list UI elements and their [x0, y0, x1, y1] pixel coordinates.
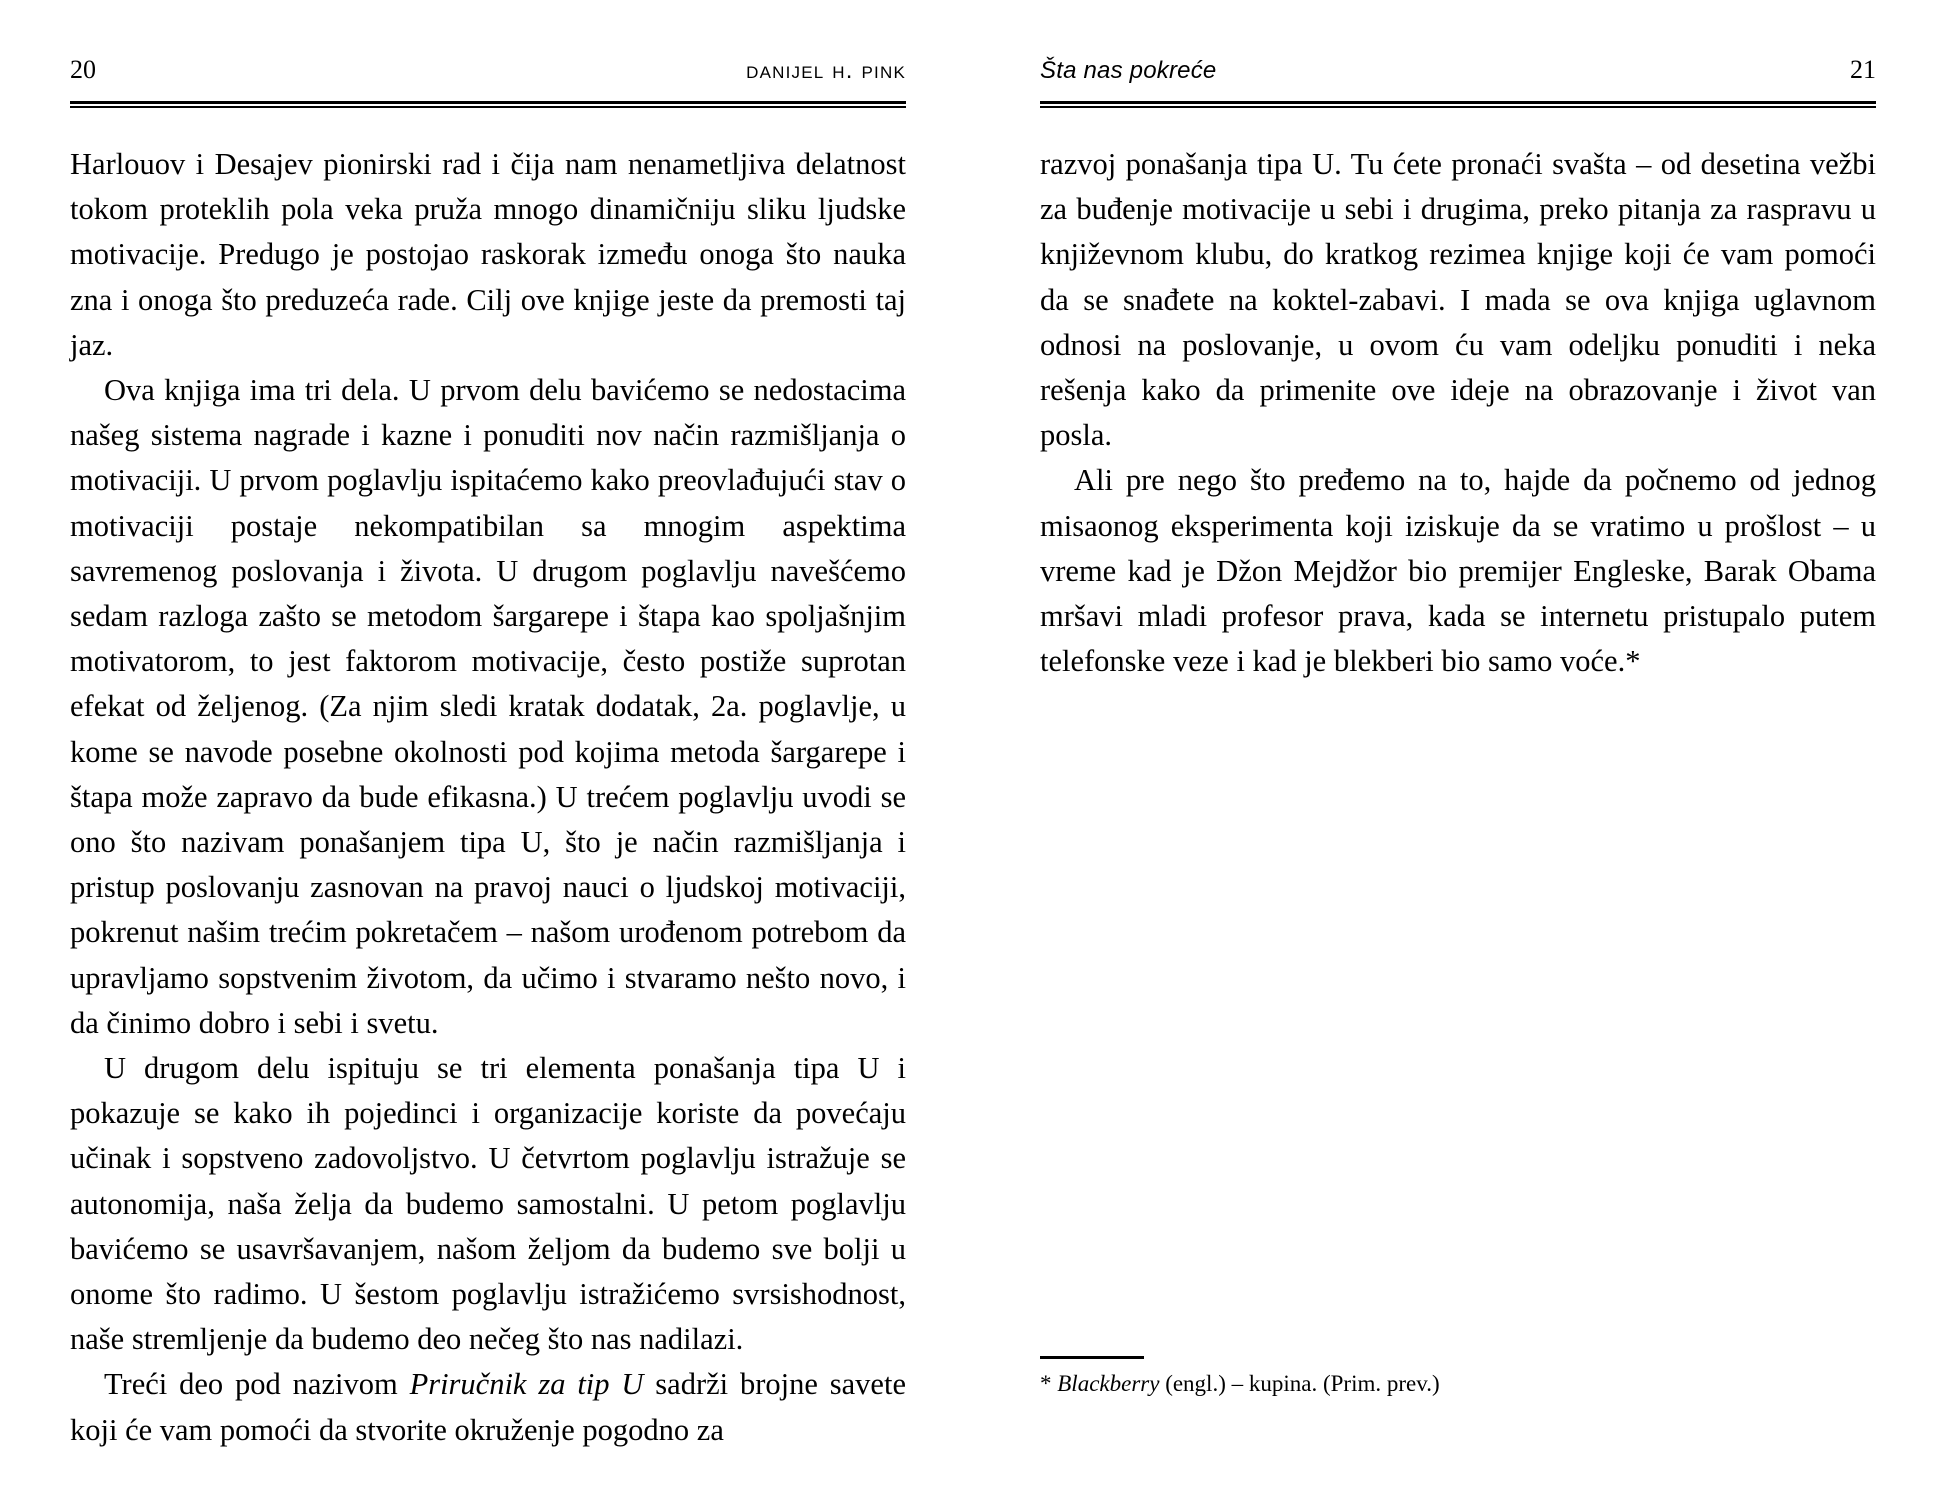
running-title-right: Šta nas pokreće: [1040, 57, 1217, 84]
paragraph-text-after: sadrži brojne savete koji će vam pomoći da stvorite okruženje pogodno za: [70, 1367, 906, 1447]
footnote-text: [1040, 1368, 1876, 1399]
footnote-marker: *: [1040, 1371, 1058, 1396]
italic-book-title: Priručnik za tip U: [409, 1367, 644, 1402]
footnote-separator-rule: [1040, 1356, 1144, 1359]
footnote: [1040, 1356, 1876, 1399]
header-double-rule-left: [70, 101, 906, 108]
header-double-rule-right: [1040, 101, 1876, 108]
right-page: [973, 0, 1946, 1497]
body-text-left: [70, 142, 906, 1453]
running-head-right: [1040, 55, 1876, 95]
page-number-right: 21: [1850, 55, 1876, 84]
paragraph-text-before: Treći deo pod nazivom: [104, 1367, 410, 1402]
page-number-left: 20: [70, 55, 96, 84]
footnote-rest: (engl.) – kupina. (Prim. prev.): [1159, 1371, 1440, 1396]
paragraph: Ali pre nego što pređemo na to, hajde da počnemo od jednog misaonog eksperimenta koji iziskuje da se vratimo u prošlost – u vreme kad je Džon Mejdžor bio premijer Engleske, Barak Obama mršavi mladi profesor prava, kada se internetu pristupalo putem telefonske veze i kad je blekberi bio samo voće.*: [1040, 463, 1876, 679]
body-text-right: [1040, 142, 1876, 684]
paragraph: Ova knjiga ima tri dela. U prvom delu bavićemo se nedostacima našeg sistema nagrade i kazne i ponuditi nov način razmišljanja o motivaciji. U prvom poglavlju ispitaćemo kako preovlađujući stav o motivaciji postaje nekompatibilan sa mnogim aspektima savremenog poslovanja i života. U drugom poglavlju navešćemo sedam razloga zašto se metodom šargarepe i štapa kao spoljašnjim motivatorom, to jest faktorom motivacije, često postiže suprotan efekat od željenog. (Za njim sledi kratak dodatak, 2a. poglavlje, u kome se navode posebne okolnosti pod kojima metoda šargarepe i štapa može zapravo da bude efikasna.) U trećem poglavlju uvodi se ono što nazivam ponašanjem tipa U, što je način razmišljanja i pristup poslovanju zasnovan na pravoj nauci o ljudskoj motivaciji, pokrenut našim trećim pokretačem – našom urođenom potrebom da upravljamo sopstvenim životom, da učimo i stvaramo nešto novo, i da činimo dobro i sebi i svetu.: [70, 373, 906, 1040]
running-head-left: [70, 55, 906, 95]
paragraph-with-italic-title: [70, 1362, 906, 1452]
paragraph: U drugom delu ispituju se tri elementa ponašanja tipa U i pokazuje se kako ih pojedinci i organizacije koriste da povećaju učinak i sopstveno zadovoljstvo. U četvrtom poglavlju istražuje se autonomija, naša želja da budemo samostalni. U petom poglavlju bavićemo se usavršavanjem, našom željom da budemo sve bolji u onome što radimo. U šestom poglavlju istražićemo svrsishodnost, naše stremljenje da budemo deo nečeg što nas nadilazi.: [70, 1051, 906, 1357]
footnote-italic-term: Blackberry: [1057, 1371, 1160, 1396]
paragraph: Harlouov i Desajev pionirski rad i čija nam nenametljiva delatnost tokom proteklih pola veka pruža mnogo dinamičniju sliku ljudske motivacije. Predugo je postojao raskorak između onoga što nauka zna i onoga što preduzeća rade. Cilj ove knjige jeste da premosti taj jaz.: [70, 147, 906, 362]
running-title-left: danijel h. pink: [746, 57, 906, 84]
paragraph: razvoj ponašanja tipa U. Tu ćete pronaći svašta – od desetina vežbi za buđenje motivacije u sebi i drugima, preko pitanja za raspravu u književnom klubu, do kratkog rezimea knjige koji će vam pomoći da se snađete na koktel-zabavi. I mada se ova knjiga uglavnom odnosi na poslovanje, u ovom ću vam odeljku ponuditi i neka rešenja kako da primenite ove ideje na obrazovanje i život van posla.: [1040, 147, 1876, 453]
